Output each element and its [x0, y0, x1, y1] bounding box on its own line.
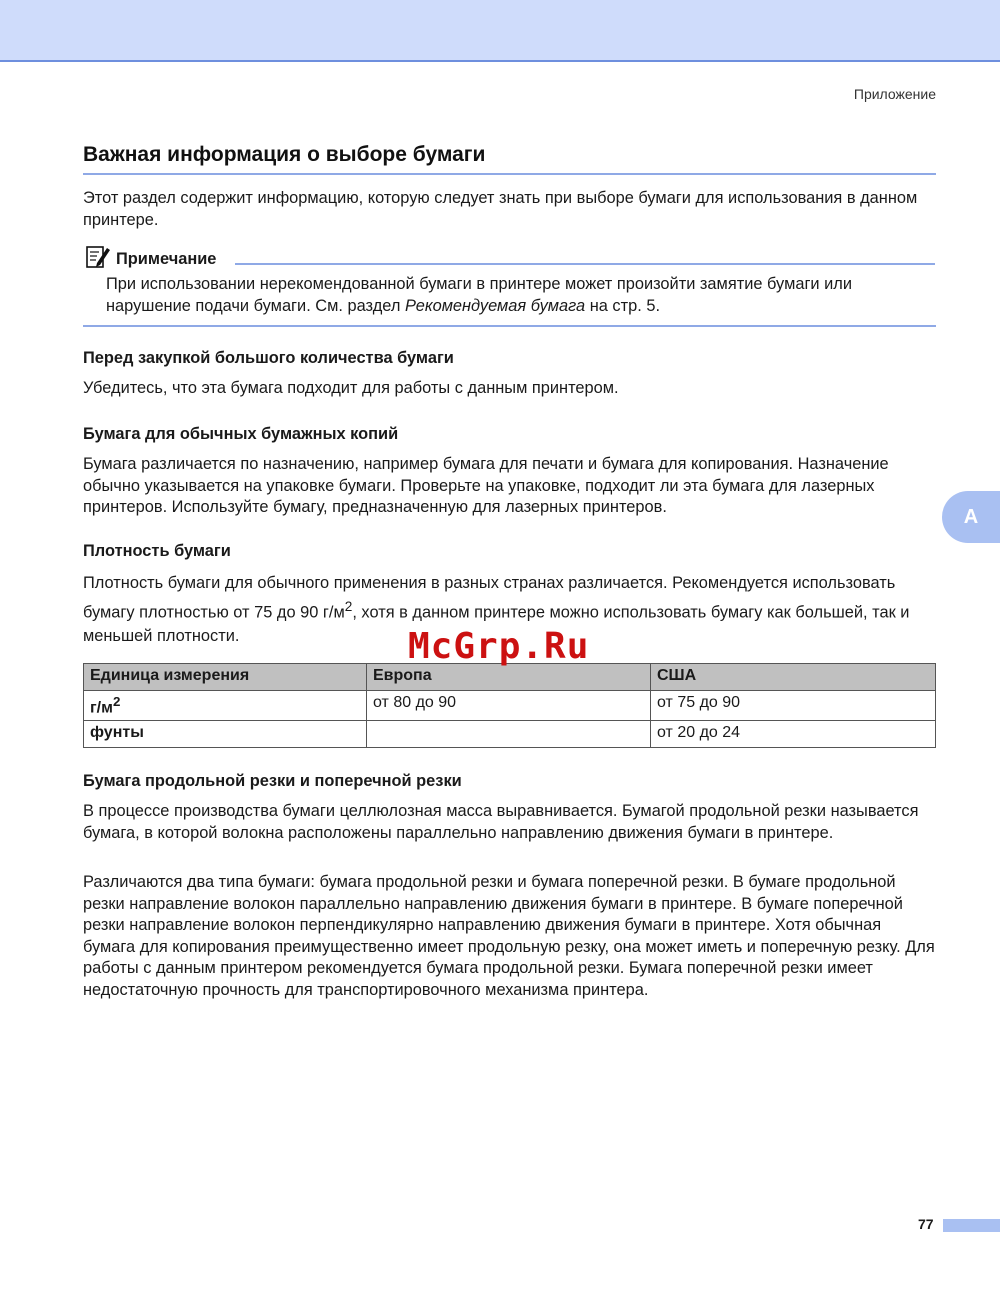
heading-bulk-purchase: Перед закупкой большого количества бумаги	[83, 349, 454, 367]
note-text-part1: При использовании нерекомендованной бумаги в принтере может произойти замятие бумаги или нарушение подачи бумаги. См. раздел	[106, 275, 853, 315]
page-number-bar	[943, 1219, 1000, 1232]
running-title: Приложение	[853, 86, 936, 102]
appendix-side-tab[interactable]	[942, 491, 1000, 543]
table-cell-usa: от 75 до 90	[651, 691, 936, 721]
table-row	[84, 691, 936, 721]
heading-paper-weight: Плотность бумаги	[83, 542, 231, 560]
note-divider	[235, 263, 935, 265]
heading-grain: Бумага продольной резки и поперечной резки	[83, 772, 462, 790]
table-header-row	[84, 664, 936, 691]
heading-copy-paper: Бумага для обычных бумажных копий	[83, 425, 399, 443]
section-intro: Этот раздел содержит информацию, которую следует знать при выборе бумаги для использования в данном принтере.	[83, 189, 918, 229]
table-cell-unit: фунты	[84, 721, 367, 748]
top-header-band	[0, 0, 1000, 62]
paper-weight-text-part1: Плотность бумаги для обычного применения в разных странах различается. Рекомендуется использовать бумагу плотностью от 75 до 90 г/м	[83, 574, 896, 622]
table-cell-europe: от 80 до 90	[367, 691, 651, 721]
paper-weight-table	[83, 663, 936, 748]
table-header-usa: США	[651, 664, 936, 691]
page-number: 77	[918, 1216, 934, 1232]
table-cell-unit	[84, 691, 367, 721]
note-text-part2: на стр. 5.	[585, 296, 661, 315]
unit-gsm-sup: 2	[112, 694, 121, 709]
table-header-unit: Единица измерения	[84, 664, 367, 691]
paper-weight-text-part2: , хотя в данном принтере можно использовать бумагу как большей, так и меньшей плотности.	[83, 603, 910, 646]
note-end-divider	[83, 325, 936, 327]
unit-gsm: г/м	[90, 699, 113, 717]
note-header	[83, 244, 936, 272]
table-header-europe: Европа	[367, 664, 651, 691]
note-link[interactable]: Рекомендуемая бумага	[404, 296, 586, 315]
note-label: Примечание	[116, 250, 217, 268]
table-cell-usa: от 20 до 24	[651, 721, 936, 748]
note-text	[106, 274, 936, 317]
paper-weight-sup: 2	[344, 599, 353, 614]
text-copy-paper: Бумага различается по назначению, например бумага для печати и бумага для копирования. Назначение обычно указывается на упаковке бумаги. Проверьте на упаковке, подходит ли эта бумага для лазерных принтеров. Используйте бумагу, предназначенную для лазерных принтеров.	[83, 455, 889, 516]
section-title: Важная информация о выборе бумаги	[83, 143, 936, 175]
side-tab-letter: A	[963, 505, 979, 528]
watermark: McGrp.Ru	[408, 626, 590, 667]
text-bulk-purchase: Убедитесь, что эта бумага подходит для работы с данным принтером.	[83, 379, 619, 397]
text-grain-p2: Различаются два типа бумаги: бумага продольной резки и бумага поперечной резки. В бумаге продольной резки направление волокон параллельно направлению движения бумаги в принтере. В бумаге поперечной резки направление волокон перпендикулярно направлению движения бумаги в принтере. Хотя обычная бумага для копирования преимущественно имеет продольную резку, она может иметь и поперечную резку. Для работы с данным принтером рекомендуется бумага продольной резки. Бумага поперечной резки имеет недостаточную прочность для транспортировочного механизма принтера.	[83, 873, 935, 999]
table-cell-europe	[367, 721, 651, 748]
note-pencil-icon	[85, 244, 111, 270]
text-grain-p1: В процессе производства бумаги целлюлозная масса выравнивается. Бумагой продольной резки называется бумага, в которой волокна расположены параллельно направлению движения бумаги в принтере.	[83, 802, 919, 842]
table-row	[84, 721, 936, 748]
